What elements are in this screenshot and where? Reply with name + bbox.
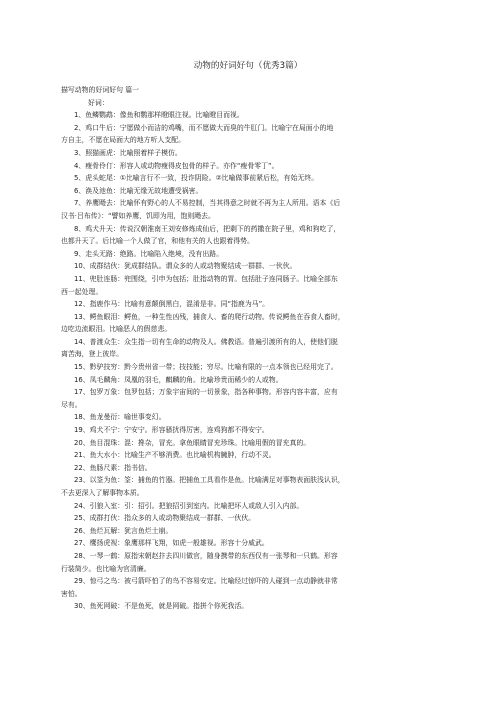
entry-line: 12、指鹿作马：比喻有意颠倒黑白，混淆是非。同“指鹿为马”。: [74, 300, 270, 309]
entry-line-continued: 汉书·吕布传》：“譬如养鹰，饥即为用，饱则飏去。: [61, 211, 215, 220]
entry-line: 17、包罗万象：包罗包括；万象宇宙间的一切景象，指各种事物。形容内容丰富，应有: [74, 388, 338, 397]
document-title: 动物的好词好句（优秀3篇）: [193, 61, 303, 71]
entry-line: 4、瘦骨伶仃：形容人或动物瘦得皮包骨的样子。亦作“瘦骨零丁”。: [74, 161, 279, 170]
entry-line: 20、鱼目混珠：混：搀杂，冒充。拿鱼眼睛冒充珍珠。比喻用假的冒充真的。: [74, 438, 311, 447]
sub-heading: 好词：: [88, 98, 109, 107]
entry-line: 10、成群结伙：犹成群结队。谓众多的人或动物聚结成一群群、一伙伙。: [74, 262, 297, 271]
entry-line-continued: 也都升天了。后比喻一个人做了官，和他有关的人也跟着得势。: [61, 237, 254, 246]
section-heading: 描写动物的好词好句 篇一: [61, 86, 139, 94]
entry-line: 9、走头无路：绝路。比喻陷入绝境，没有出路。: [74, 249, 224, 258]
entry-line: 25、成群打伙：指众多的人或动物聚结成一群群、一伙伙。: [74, 514, 256, 523]
entry-line-continued: 离苦海，登上彼岸。: [61, 350, 124, 359]
entry-line: 14、普渡众生：众生指一切有生命的动物及人。佛教语。普遍引渡所有的人，使他们脱: [74, 337, 338, 346]
entry-line: 27、鹰扬虎视：象鹰那样飞翔，如虎一般雄视。形容十分威武。: [74, 539, 269, 548]
entry-line-continued: 行装简少。也比喻为官清廉。: [61, 564, 151, 573]
entry-line: 5、虎头蛇尾：①比喻言行不一致，投诈阴险。②比喻做事前紧后松，有始无终。: [74, 174, 319, 183]
entry-line: 30、鱼死网破：不是鱼死，就是网破。指拼个你死我活。: [74, 602, 249, 611]
entry-line-continued: 不去更深入了解事物本质。: [61, 489, 144, 497]
entry-line: 24、引狼入室：引：招引。把狼招引到室内。比喻把坏人或敌人引入内部。: [74, 501, 304, 510]
entry-line: 26、鱼烂瓦解：犹言鱼烂土崩。: [74, 526, 173, 535]
entry-line-continued: 害怕。: [61, 589, 82, 598]
entry-line: 1、鱼鳞鹦鹉：像鱼和鹦那样瞪眼注视。比喻瞪目而视。: [74, 111, 244, 120]
entry-line: 28、一琴一鹤：原指宋朝赵抃去四川做官，随身携带的东西仅有一张琴和一只鹤。形容: [74, 551, 338, 560]
entry-line-continued: 西一起处理。: [61, 287, 103, 296]
entry-line: 23、以筌为鱼：筌：捕鱼的竹器。把捕鱼工具看作是鱼。比喻满足对事物表面肤浅认识，: [74, 476, 345, 485]
entry-line: 18、鱼龙曼衍：喻世事变幻。: [74, 413, 166, 422]
entry-line: 8、鸡犬升天：传说汉朝淮南王刘安修炼成仙后，把剩下的药撒在院子里，鸡和狗吃了，: [74, 224, 341, 233]
entry-line: 29、惊弓之鸟：被弓箭吓怕了的鸟不容易安定。比喻经过惊吓的人碰到一点动静就非常: [74, 577, 338, 586]
entry-line: 15、黔驴技穷：黔今贵州省一带；技技能；穷尽。比喻有限的一点本领也已经用完了。: [74, 363, 338, 372]
entry-line-continued: 方自主，不愿在局面大的地方听人支配。: [61, 136, 186, 145]
entry-line: 7、养鹰飏去：比喻怀有野心的人不易控制，当其得意之时就不再为主人所用。语本《后: [74, 199, 341, 208]
entry-line: 11、兜肚连肠：兜围绕，引申为包括；肚指动物的胃。包括肚子连同肠子。比喻全部东: [74, 274, 338, 283]
entry-line: 13、鳄鱼眼泪：鳄鱼，一种生性凶残，捕食人、畜的爬行动物。传说鳄鱼在吞食人畜时，: [74, 312, 345, 321]
entry-line: 2、鸡口牛后：宁愿做小而洁的鸡嘴，而不愿做大而臭的牛肛门。比喻宁在局面小的地: [74, 123, 334, 132]
entry-line-continued: 尽有。: [61, 400, 82, 409]
entry-line: 3、照猫画虎：比喻照着样子模仿。: [74, 148, 182, 157]
entry-line-continued: 边吃边流眼泪。比喻恶人的假慈悲。: [61, 325, 172, 334]
document-body: [61, 84, 435, 613]
entry-line: 19、鸡犬不宁：宁安宁。形容骚扰得厉害，连鸡狗都不得安宁。: [74, 426, 269, 435]
entry-line: 22、鱼肠尺素：指书信。: [74, 463, 152, 472]
entry-line: 6、涣及池鱼：比喻无缘无故地遭受祸害。: [74, 186, 203, 195]
entry-line: 16、凤毛麟角：凤凰的羽毛，麒麟的角。比喻珍贵而稀少的人或物。: [74, 375, 283, 384]
entry-line: 21、鱼大水小：比喻生产不够消费。也比喻机构臃肿，行动不灵。: [74, 451, 276, 460]
